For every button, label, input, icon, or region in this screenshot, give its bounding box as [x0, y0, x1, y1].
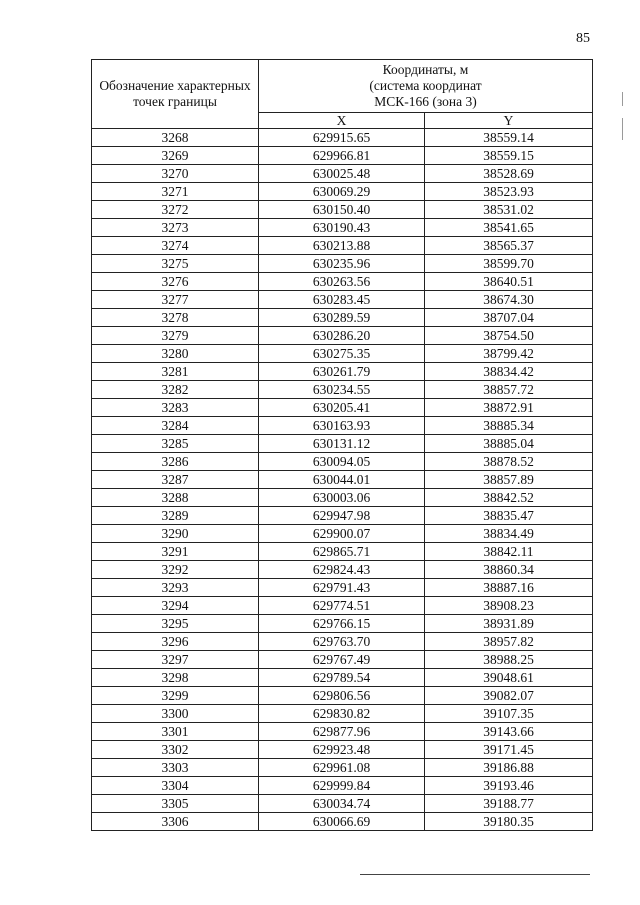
- point-id-cell: 3269: [92, 147, 259, 165]
- point-id-cell: 3274: [92, 237, 259, 255]
- x-coordinate-cell: 629830.82: [259, 705, 425, 723]
- y-coordinate-cell: 38835.47: [425, 507, 593, 525]
- x-coordinate-cell: 629865.71: [259, 543, 425, 561]
- point-id-cell: 3306: [92, 813, 259, 831]
- point-id-cell: 3298: [92, 669, 259, 687]
- y-coordinate-cell: 39143.66: [425, 723, 593, 741]
- point-id-cell: 3270: [92, 165, 259, 183]
- point-id-cell: 3271: [92, 183, 259, 201]
- point-id-cell: 3276: [92, 273, 259, 291]
- point-id-cell: 3293: [92, 579, 259, 597]
- table-row: [92, 147, 593, 165]
- y-coordinate-cell: 38857.72: [425, 381, 593, 399]
- x-coordinate-cell: 630235.96: [259, 255, 425, 273]
- y-coordinate-cell: 38528.69: [425, 165, 593, 183]
- point-id-cell: 3304: [92, 777, 259, 795]
- table-row: [92, 795, 593, 813]
- table-row: [92, 669, 593, 687]
- point-id-cell: 3300: [92, 705, 259, 723]
- x-coordinate-cell: 629999.84: [259, 777, 425, 795]
- table-row: [92, 615, 593, 633]
- x-coordinate-cell: 630094.05: [259, 453, 425, 471]
- point-id-cell: 3273: [92, 219, 259, 237]
- x-coordinate-cell: 630025.48: [259, 165, 425, 183]
- y-coordinate-cell: 38988.25: [425, 651, 593, 669]
- table-row: [92, 741, 593, 759]
- table-row: [92, 309, 593, 327]
- y-coordinate-cell: 39193.46: [425, 777, 593, 795]
- coordinates-table: [91, 59, 593, 831]
- y-coordinate-cell: 38878.52: [425, 453, 593, 471]
- table-row: [92, 129, 593, 147]
- point-id-cell: 3301: [92, 723, 259, 741]
- point-id-cell: 3302: [92, 741, 259, 759]
- point-id-cell: 3277: [92, 291, 259, 309]
- y-coordinate-cell: 38559.15: [425, 147, 593, 165]
- table-row: [92, 399, 593, 417]
- table-row: [92, 345, 593, 363]
- y-coordinate-cell: 38842.52: [425, 489, 593, 507]
- table-row: [92, 489, 593, 507]
- x-coordinate-cell: 630283.45: [259, 291, 425, 309]
- y-coordinate-cell: 39188.77: [425, 795, 593, 813]
- point-id-cell: 3288: [92, 489, 259, 507]
- header-coordinates-line: МСК-166 (зона 3): [374, 94, 477, 109]
- table-row: [92, 687, 593, 705]
- y-coordinate-cell: 38834.42: [425, 363, 593, 381]
- x-coordinate-cell: 629966.81: [259, 147, 425, 165]
- x-coordinate-cell: 629915.65: [259, 129, 425, 147]
- y-coordinate-cell: 39048.61: [425, 669, 593, 687]
- x-coordinate-cell: 629791.43: [259, 579, 425, 597]
- y-coordinate-cell: 38541.65: [425, 219, 593, 237]
- table-row: [92, 633, 593, 651]
- table-row: [92, 453, 593, 471]
- y-coordinate-cell: 38885.04: [425, 435, 593, 453]
- table-row: [92, 417, 593, 435]
- table-row: [92, 471, 593, 489]
- x-coordinate-cell: 629824.43: [259, 561, 425, 579]
- x-coordinate-cell: 630263.56: [259, 273, 425, 291]
- point-id-cell: 3279: [92, 327, 259, 345]
- x-coordinate-cell: 629789.54: [259, 669, 425, 687]
- table-row: [92, 507, 593, 525]
- x-coordinate-cell: 629806.56: [259, 687, 425, 705]
- y-coordinate-cell: 38599.70: [425, 255, 593, 273]
- y-coordinate-cell: 38872.91: [425, 399, 593, 417]
- point-id-cell: 3280: [92, 345, 259, 363]
- point-id-cell: 3290: [92, 525, 259, 543]
- header-y: Y: [425, 113, 593, 129]
- table-row: [92, 723, 593, 741]
- point-id-cell: 3299: [92, 687, 259, 705]
- x-coordinate-cell: 630213.88: [259, 237, 425, 255]
- scan-mark: [622, 92, 623, 106]
- table-row: [92, 435, 593, 453]
- y-coordinate-cell: 39107.35: [425, 705, 593, 723]
- point-id-cell: 3295: [92, 615, 259, 633]
- x-coordinate-cell: 630234.55: [259, 381, 425, 399]
- x-coordinate-cell: 630069.29: [259, 183, 425, 201]
- point-id-cell: 3281: [92, 363, 259, 381]
- point-id-cell: 3282: [92, 381, 259, 399]
- page-number: 85: [576, 31, 590, 46]
- header-coordinates-line: Координаты, м: [382, 62, 469, 77]
- point-id-cell: 3289: [92, 507, 259, 525]
- y-coordinate-cell: 38931.89: [425, 615, 593, 633]
- x-coordinate-cell: 630066.69: [259, 813, 425, 831]
- x-coordinate-cell: 629766.15: [259, 615, 425, 633]
- x-coordinate-cell: 629900.07: [259, 525, 425, 543]
- x-coordinate-cell: 629763.70: [259, 633, 425, 651]
- table-row: [92, 561, 593, 579]
- x-coordinate-cell: 629961.08: [259, 759, 425, 777]
- point-id-cell: 3285: [92, 435, 259, 453]
- table-row: [92, 201, 593, 219]
- y-coordinate-cell: 38887.16: [425, 579, 593, 597]
- y-coordinate-cell: 38531.02: [425, 201, 593, 219]
- y-coordinate-cell: 38957.82: [425, 633, 593, 651]
- y-coordinate-cell: 39171.45: [425, 741, 593, 759]
- x-coordinate-cell: 630275.35: [259, 345, 425, 363]
- y-coordinate-cell: 38523.93: [425, 183, 593, 201]
- x-coordinate-cell: 630261.79: [259, 363, 425, 381]
- x-coordinate-cell: 630205.41: [259, 399, 425, 417]
- header-point-designation: Обозначение характерных точек границы: [92, 60, 259, 129]
- scan-mark: [622, 118, 623, 140]
- table-row: [92, 705, 593, 723]
- y-coordinate-cell: 38674.30: [425, 291, 593, 309]
- x-coordinate-cell: 629923.48: [259, 741, 425, 759]
- table-row: [92, 237, 593, 255]
- point-id-cell: 3294: [92, 597, 259, 615]
- header-coordinates-line: (система координат: [369, 78, 482, 93]
- header-x: X: [259, 113, 425, 129]
- y-coordinate-cell: 38559.14: [425, 129, 593, 147]
- table-row: [92, 219, 593, 237]
- x-coordinate-cell: 630003.06: [259, 489, 425, 507]
- table-row: [92, 525, 593, 543]
- table-row: [92, 273, 593, 291]
- x-coordinate-cell: 629877.96: [259, 723, 425, 741]
- y-coordinate-cell: 38640.51: [425, 273, 593, 291]
- point-id-cell: 3283: [92, 399, 259, 417]
- y-coordinate-cell: 38860.34: [425, 561, 593, 579]
- y-coordinate-cell: 38707.04: [425, 309, 593, 327]
- x-coordinate-cell: 629774.51: [259, 597, 425, 615]
- y-coordinate-cell: 38842.11: [425, 543, 593, 561]
- x-coordinate-cell: 630163.93: [259, 417, 425, 435]
- table-row: [92, 183, 593, 201]
- table-row: [92, 165, 593, 183]
- point-id-cell: 3278: [92, 309, 259, 327]
- table-row: [92, 651, 593, 669]
- point-id-cell: 3284: [92, 417, 259, 435]
- point-id-cell: 3272: [92, 201, 259, 219]
- y-coordinate-cell: 38754.50: [425, 327, 593, 345]
- x-coordinate-cell: 630286.20: [259, 327, 425, 345]
- point-id-cell: 3287: [92, 471, 259, 489]
- x-coordinate-cell: 629947.98: [259, 507, 425, 525]
- y-coordinate-cell: 38799.42: [425, 345, 593, 363]
- x-coordinate-cell: 629767.49: [259, 651, 425, 669]
- table-row: [92, 597, 593, 615]
- y-coordinate-cell: 38565.37: [425, 237, 593, 255]
- y-coordinate-cell: 39082.07: [425, 687, 593, 705]
- y-coordinate-cell: 38834.49: [425, 525, 593, 543]
- table-row: [92, 579, 593, 597]
- y-coordinate-cell: 38857.89: [425, 471, 593, 489]
- table-row: [92, 813, 593, 831]
- point-id-cell: 3305: [92, 795, 259, 813]
- table-row: [92, 363, 593, 381]
- header-coordinates: [259, 60, 593, 113]
- point-id-cell: 3292: [92, 561, 259, 579]
- x-coordinate-cell: 630034.74: [259, 795, 425, 813]
- x-coordinate-cell: 630150.40: [259, 201, 425, 219]
- x-coordinate-cell: 630044.01: [259, 471, 425, 489]
- y-coordinate-cell: 39180.35: [425, 813, 593, 831]
- x-coordinate-cell: 630190.43: [259, 219, 425, 237]
- x-coordinate-cell: 630289.59: [259, 309, 425, 327]
- point-id-cell: 3268: [92, 129, 259, 147]
- table-row: [92, 381, 593, 399]
- footer-line: [360, 874, 590, 875]
- table-row: [92, 255, 593, 273]
- y-coordinate-cell: 38908.23: [425, 597, 593, 615]
- point-id-cell: 3275: [92, 255, 259, 273]
- point-id-cell: 3297: [92, 651, 259, 669]
- table-row: [92, 777, 593, 795]
- table-row: [92, 327, 593, 345]
- x-coordinate-cell: 630131.12: [259, 435, 425, 453]
- table-row: [92, 291, 593, 309]
- y-coordinate-cell: 39186.88: [425, 759, 593, 777]
- point-id-cell: 3291: [92, 543, 259, 561]
- point-id-cell: 3296: [92, 633, 259, 651]
- point-id-cell: 3286: [92, 453, 259, 471]
- y-coordinate-cell: 38885.34: [425, 417, 593, 435]
- point-id-cell: 3303: [92, 759, 259, 777]
- table-row: [92, 543, 593, 561]
- table-row: [92, 759, 593, 777]
